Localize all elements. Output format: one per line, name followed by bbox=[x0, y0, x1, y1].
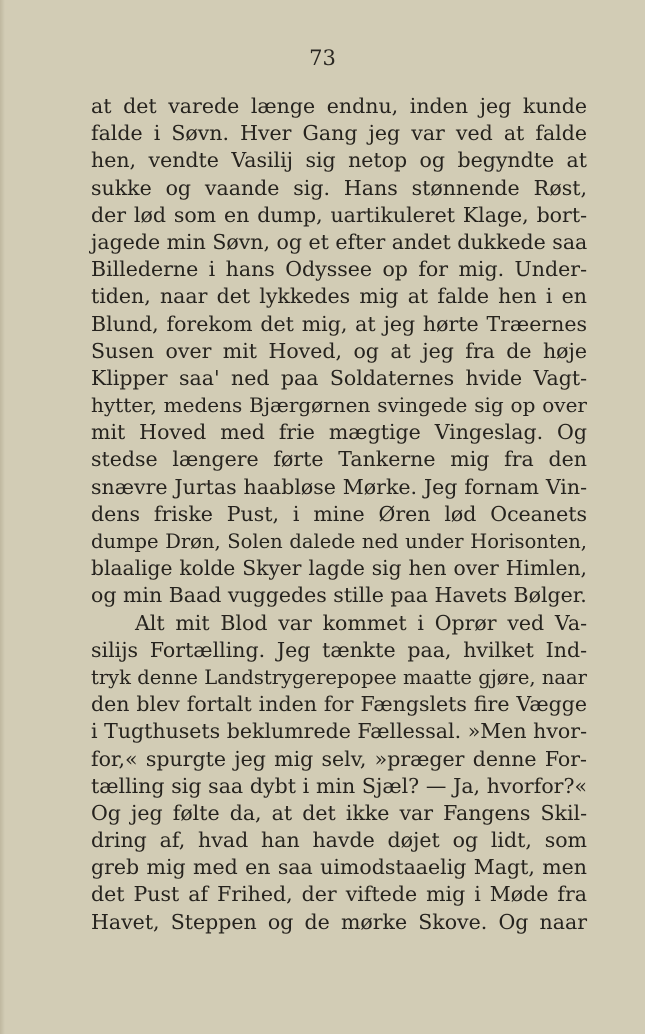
text-line: hen, vendte Vasilij sig netop og begyndte at bbox=[91, 148, 587, 173]
text-line: dumpe Drøn, Solen dalede ned under Horisonten, bbox=[91, 530, 587, 553]
body-text bbox=[91, 93, 587, 936]
text-line: tiden, naar det lykkedes mig at falde hen i en bbox=[91, 284, 587, 309]
text-line: der lød som en dump, uartikuleret Klage, bort- bbox=[91, 202, 587, 227]
text-line: mit Hoved med frie mægtige Vingeslag. Og bbox=[91, 420, 587, 445]
text-line: stedse længere førte Tankerne mig fra den bbox=[91, 447, 587, 472]
text-line: jagede min Søvn, og et efter andet dukkede saa bbox=[91, 229, 588, 254]
text-line: den blev fortalt inden for Fængslets fire Vægge bbox=[91, 692, 587, 717]
text-line: i Tugthusets beklumrede Fællessal. »Men hvor- bbox=[91, 719, 587, 744]
text-line: tryk denne Landstrygerepopee maatte gjøre, naar bbox=[91, 665, 587, 689]
page-edge bbox=[0, 0, 5, 1034]
text-line: dens friske Pust, i mine Øren lød Oceanets bbox=[91, 501, 587, 526]
text-line: det Pust af Frihed, der viftede mig i Møde fra bbox=[91, 882, 587, 907]
text-line: Alt mit Blod var kommet i Oprør ved Va- bbox=[135, 610, 587, 635]
text-line: Klipper saa' ned paa Soldaternes hvide Vagt- bbox=[91, 365, 587, 390]
page-number: 73 bbox=[309, 46, 336, 70]
text-line: silijs Fortælling. Jeg tænkte paa, hvilket Ind- bbox=[91, 637, 587, 662]
text-line: Havet, Steppen og de mørke Skove. Og naar bbox=[91, 909, 587, 934]
text-line: blaalige kolde Skyer lagde sig hen over Himlen, bbox=[91, 556, 587, 581]
text-line: Blund, forekom det mig, at jeg hørte Træernes bbox=[91, 311, 587, 336]
text-line: sukke og vaande sig. Hans stønnende Røst, bbox=[91, 175, 587, 200]
text-line: tælling sig saa dybt i min Sjæl? — Ja, hvorfor?« bbox=[91, 773, 587, 798]
text-line: Og jeg følte da, at det ikke var Fangens Skil- bbox=[91, 800, 587, 825]
text-line: greb mig med en saa uimodstaaelig Magt, men bbox=[91, 855, 587, 880]
text-line: hytter, medens Bjærgørnen svingede sig op over bbox=[91, 393, 587, 418]
text-line: for,« spurgte jeg mig selv, »præger denne For- bbox=[91, 746, 587, 771]
text-line: Billederne i hans Odyssee op for mig. Under- bbox=[91, 257, 587, 282]
text-line: falde i Søvn. Hver Gang jeg var ved at falde bbox=[91, 121, 587, 146]
text-line: og min Baad vuggedes stille paa Havets Bølger. bbox=[91, 583, 587, 608]
text-line: at det varede længe endnu, inden jeg kunde bbox=[91, 94, 587, 118]
text-line: snævre Jurtas haabløse Mørke. Jeg fornam Vin- bbox=[91, 474, 587, 499]
text-line: dring af, hvad han havde døjet og lidt, som bbox=[91, 828, 587, 853]
text-line: Susen over mit Hoved, og at jeg fra de høje bbox=[91, 338, 587, 363]
